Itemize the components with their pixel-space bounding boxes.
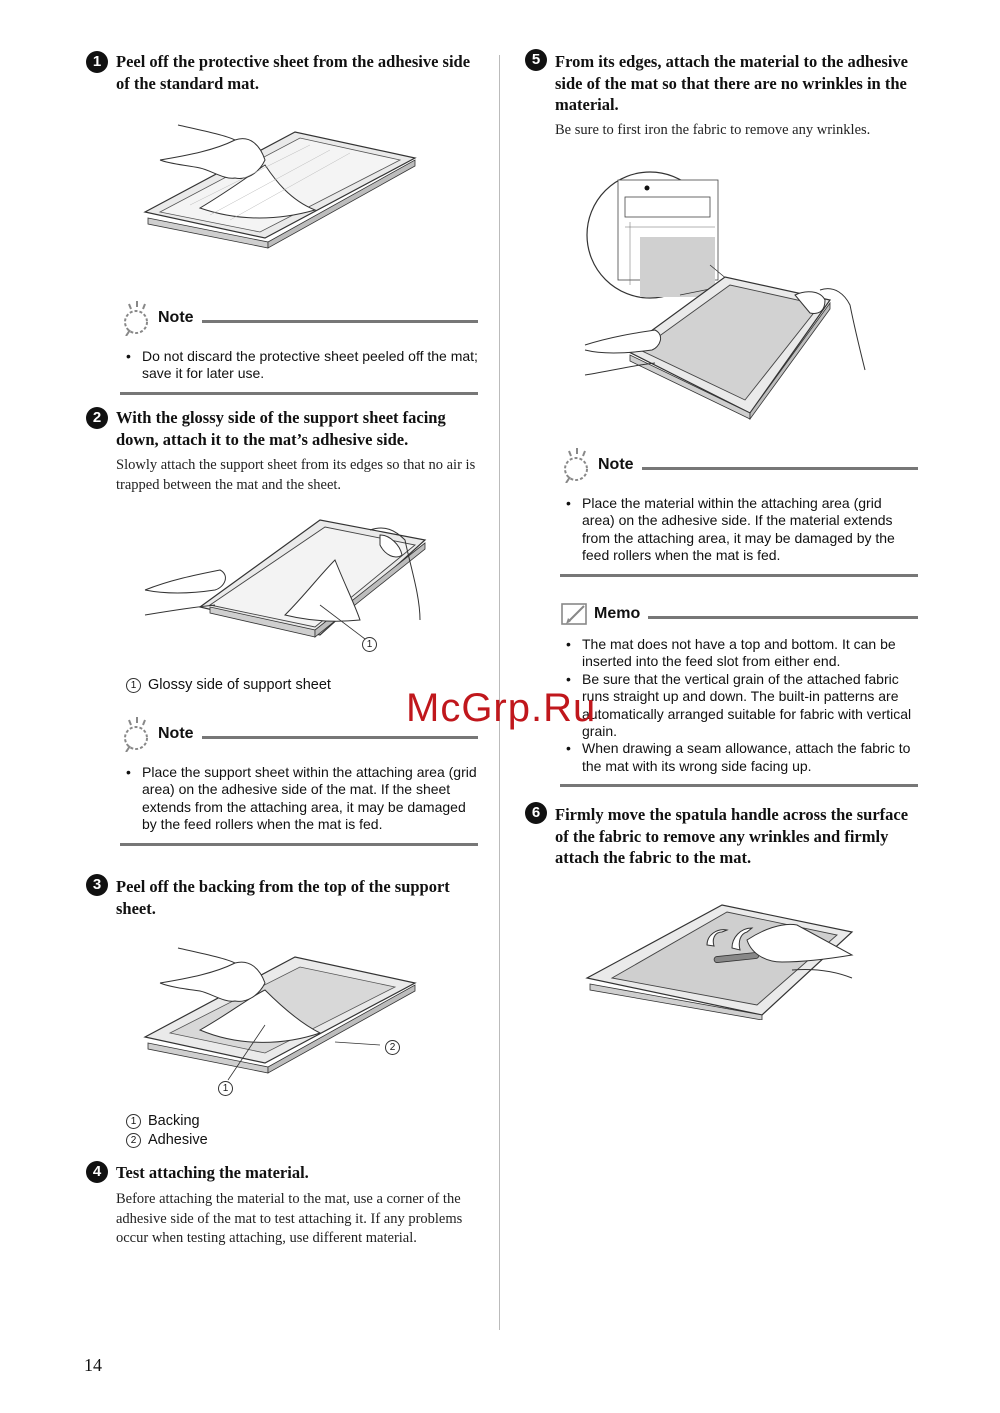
memo-box [560, 602, 918, 787]
step-2-number: 2 [86, 407, 108, 429]
legend-row [126, 1131, 208, 1150]
note-label: Note [158, 725, 194, 742]
note-rule [202, 736, 478, 739]
legend-number: 1 [126, 678, 141, 693]
note-box-3 [560, 447, 918, 577]
callout-2-step3 [385, 1037, 407, 1055]
legend-3 [126, 1112, 208, 1150]
legend-row [126, 1112, 208, 1131]
note-icon [560, 447, 594, 483]
watermark: McGrp.Ru [406, 686, 597, 730]
legend-text: Glossy side of support sheet [148, 677, 331, 693]
step-5-body: Be sure to first iron the fabric to remove any wrinkles. [555, 122, 871, 138]
attach-material-illustration [580, 165, 870, 420]
note-box-1 [120, 300, 478, 395]
step-6-title: Firmly move the spatula handle across the surface of the fabric to remove any wrinkles and firmly attach the fabric to the mat. [555, 805, 909, 867]
step-2-title: With the glossy side of the support sheet facing down, attach it to the mat’s adhesive side. [116, 408, 446, 449]
step-4-body: Before attaching the material to the mat, use a corner of the adhesive side of the mat to test attaching it. If any problems occur when testing attaching, use different material. [116, 1191, 463, 1246]
memo-bottom-rule [560, 784, 918, 787]
callout-1-step3 [218, 1078, 240, 1096]
step-4-number: 4 [86, 1161, 108, 1183]
note-item: • Do not discard the protective sheet peeled off the mat; save it for later use. [120, 348, 478, 383]
step-5-number: 5 [525, 49, 547, 71]
callout-number: 1 [362, 637, 377, 652]
note-bottom-rule [120, 843, 478, 846]
note-1-list [120, 348, 478, 383]
note-box-2 [120, 716, 478, 846]
step-1-number: 1 [86, 51, 108, 73]
note-3-list [560, 495, 918, 565]
step-4-title: Test attaching the material. [116, 1163, 309, 1182]
legend-text: Backing [148, 1113, 200, 1129]
note-bottom-rule [120, 392, 478, 395]
callout-1-step2 [362, 634, 384, 652]
note-label: Note [158, 309, 194, 326]
callout-number: 1 [218, 1081, 233, 1096]
step-6-number: 6 [525, 802, 547, 824]
memo-icon [560, 602, 590, 626]
note-rule [642, 467, 918, 470]
memo-item: • The mat does not have a top and bottom. It can be inserted into the feed slot from either end. [560, 636, 918, 671]
step-5-title: From its edges, attach the material to the adhesive side of the mat so that there are no wrinkles in the material. [555, 52, 909, 114]
note-icon [120, 300, 154, 336]
note-label: Note [598, 456, 634, 473]
note-item: • Place the support sheet within the attaching area (grid area) on the adhesive side of the mat. If the sheet extends from the attaching area, it may be damaged by the feed rollers when the mat is fed. [120, 764, 478, 834]
note-rule [202, 320, 478, 323]
step-1-title: Peel off the protective sheet from the adhesive side of the standard mat. [116, 52, 471, 93]
note-icon [120, 716, 154, 752]
backing-peel-illustration [140, 945, 430, 1095]
note-item: • Place the material within the attaching area (grid area) on the adhesive side. If the material extends from the attaching area, it may be damaged by the feed rollers when the mat is fed. [560, 495, 918, 565]
note-bottom-rule [560, 574, 918, 577]
support-sheet-illustration [140, 515, 430, 660]
memo-item: • Be sure that the vertical grain of the attached fabric runs straight up and down. The built-in patterns are automatically arranged suitable for fabric with vertical grain. [560, 671, 918, 741]
legend-row [126, 676, 331, 695]
memo-rule [648, 616, 918, 619]
step-3-title: Peel off the backing from the top of the support sheet. [116, 877, 450, 918]
memo-label: Memo [594, 605, 641, 622]
spatula-illustration [582, 900, 857, 1020]
legend-text: Adhesive [148, 1132, 208, 1148]
legend-number: 2 [126, 1133, 141, 1148]
step-3-number: 3 [86, 874, 108, 896]
memo-item: • When drawing a seam allowance, attach the fabric to the mat with its wrong side facing up. [560, 740, 918, 775]
legend-2 [126, 676, 331, 695]
callout-number: 2 [385, 1040, 400, 1055]
mat-peel-illustration [140, 120, 430, 270]
memo-list [560, 636, 918, 775]
step-2-body: Slowly attach the support sheet from its edges so that no air is trapped between the mat and the sheet. [116, 457, 476, 493]
note-2-list [120, 764, 478, 834]
page-number: 14 [84, 1355, 102, 1375]
legend-number: 1 [126, 1114, 141, 1129]
